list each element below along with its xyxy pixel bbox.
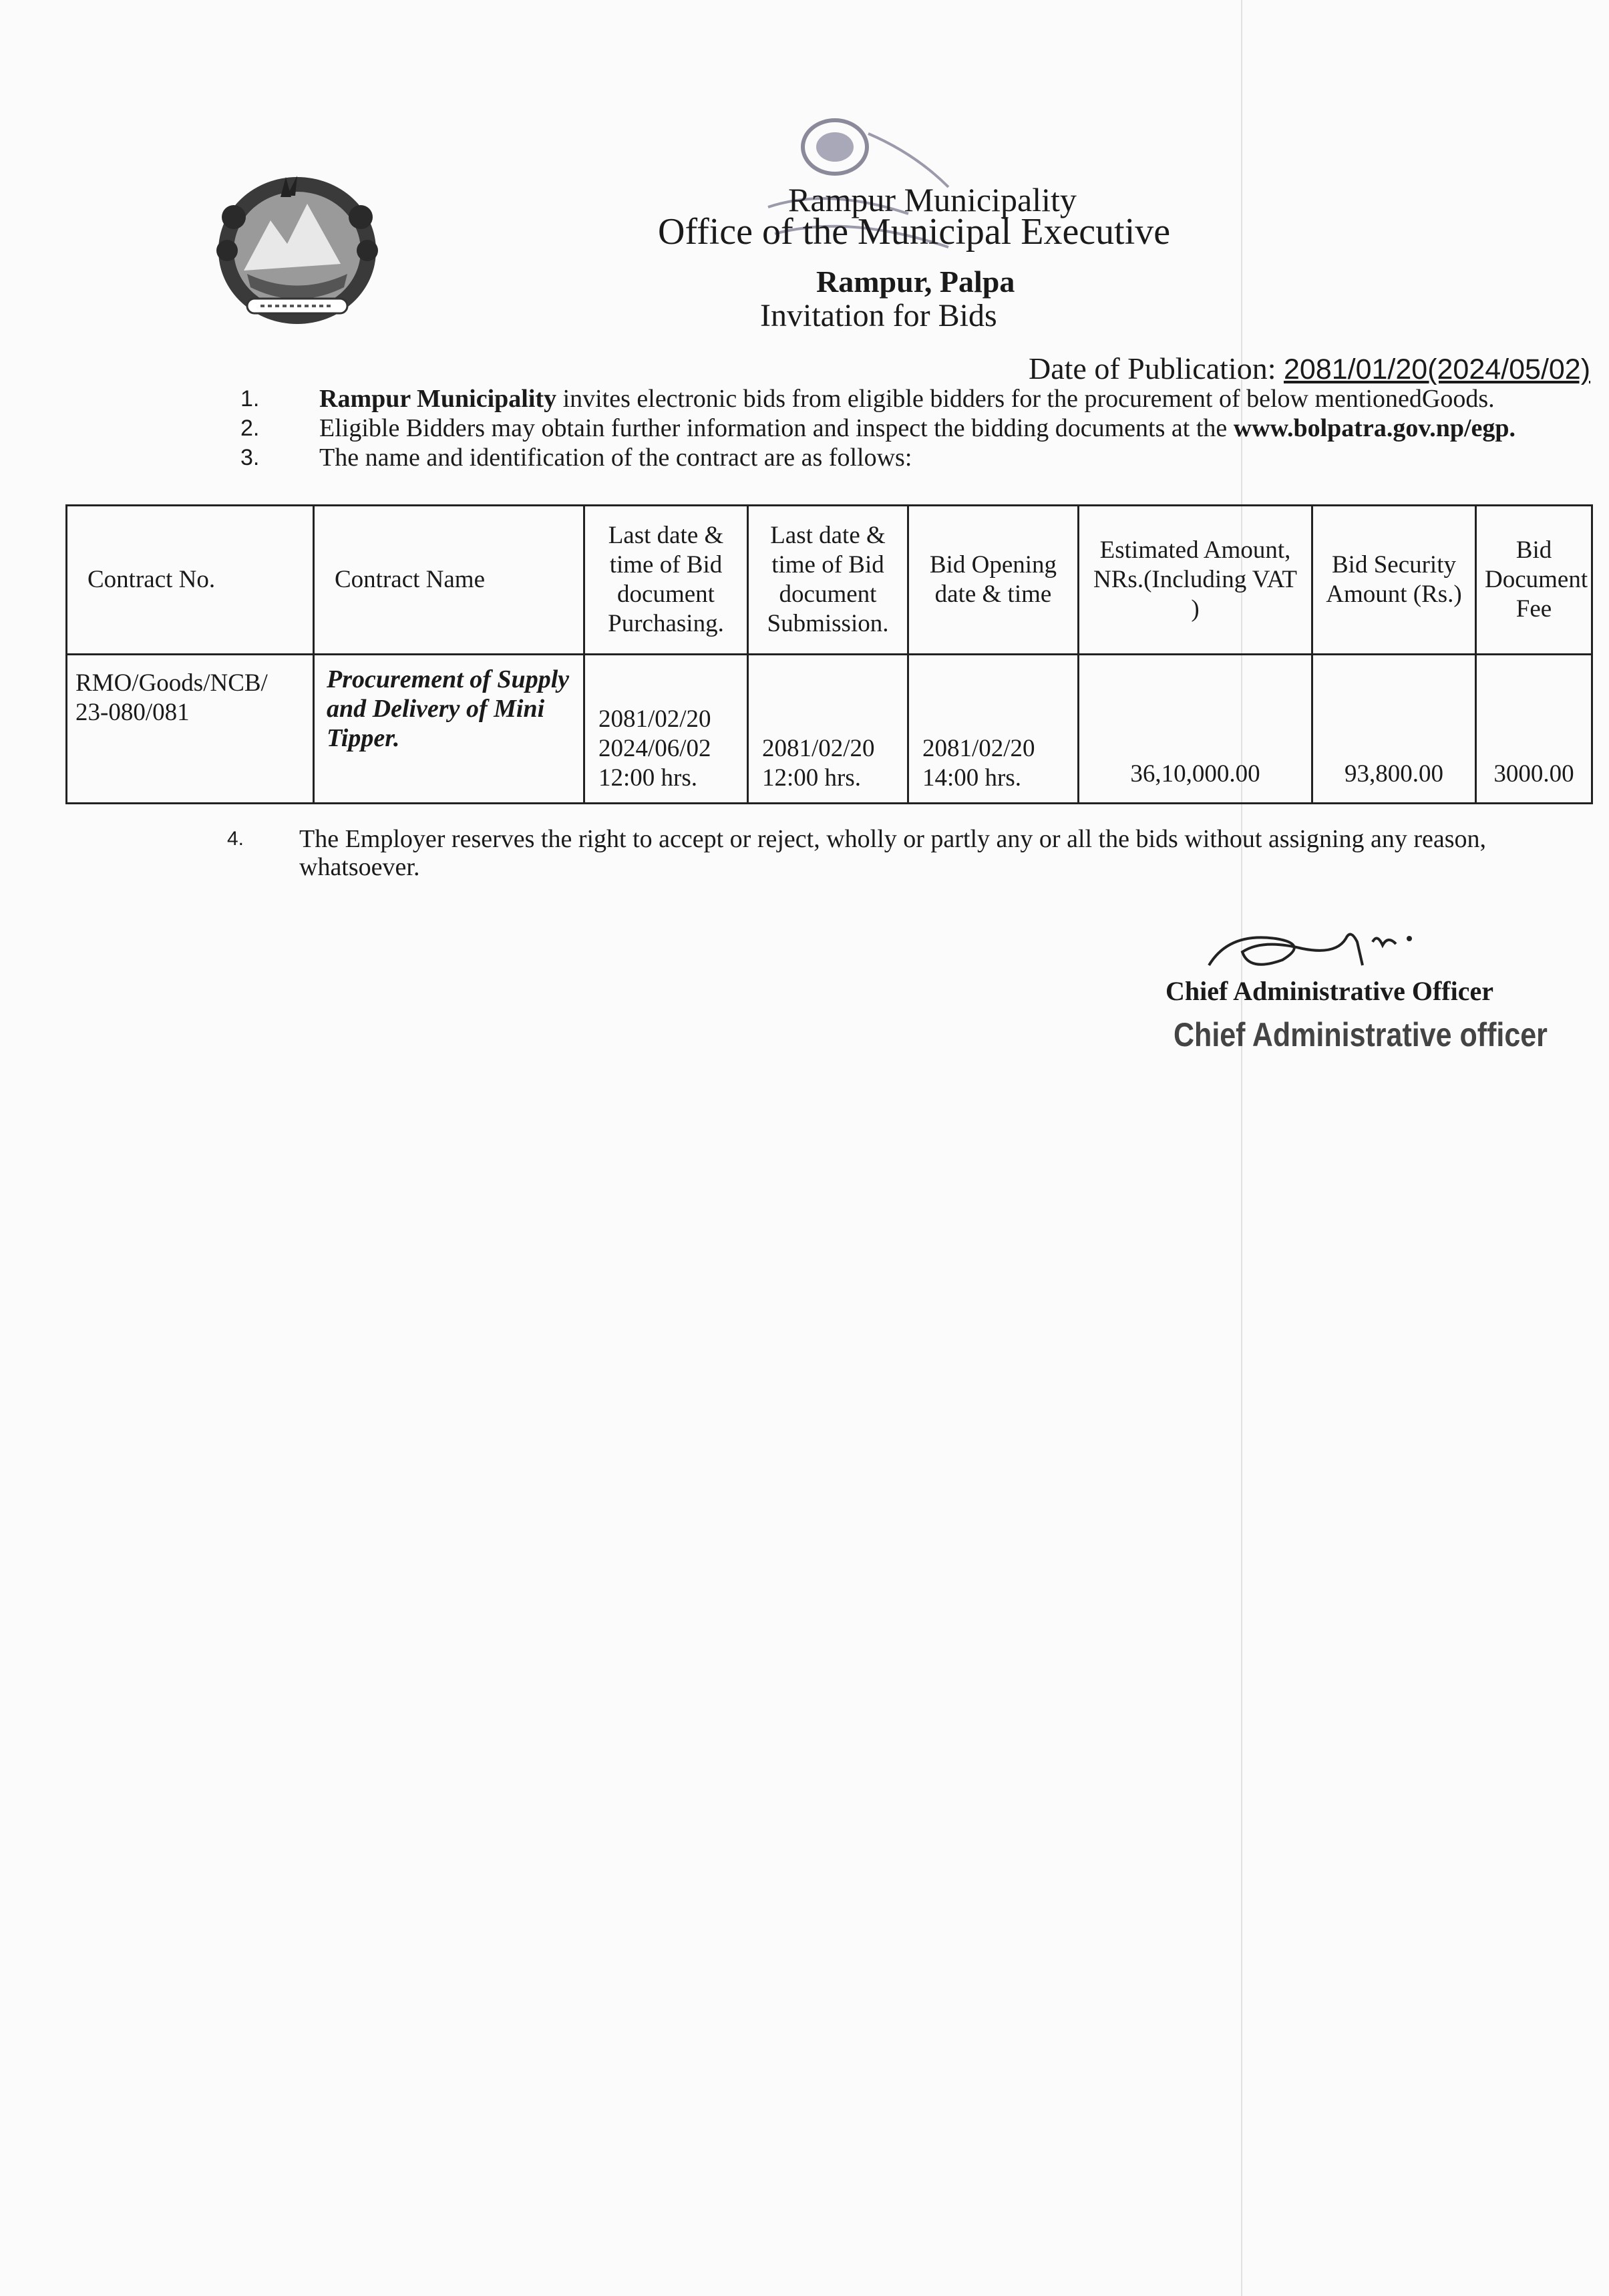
publication-label: Date of Publication: xyxy=(1029,351,1276,385)
office-name: Office of the Municipal Executive xyxy=(658,211,1171,253)
publication-date-line xyxy=(1029,351,1590,386)
list-item xyxy=(240,414,1576,443)
municipality-name: Rampur Municipality xyxy=(788,181,1077,218)
location: Rampur, Palpa xyxy=(816,265,1015,299)
table-row xyxy=(67,655,1592,804)
opening-time: 14:00 hrs. xyxy=(922,764,1021,792)
opening-date: 2081/02/20 xyxy=(922,735,1035,762)
cell-purchase-date xyxy=(584,655,748,804)
item-number: 3. xyxy=(240,445,260,470)
publication-date: 2081/01/20(2024/05/02) xyxy=(1283,353,1591,385)
col-bid-security: Bid Security Amount (Rs.) xyxy=(1312,506,1476,655)
page-title: Invitation for Bids xyxy=(760,298,997,333)
national-emblem-icon xyxy=(207,157,387,331)
contract-table xyxy=(65,504,1593,804)
col-contract-name: Contract Name xyxy=(314,506,584,655)
cell-estimated-amount: 36,10,000.00 xyxy=(1079,655,1312,804)
signatory-title: Chief Administrative Officer xyxy=(1166,976,1493,1006)
item-text: invites electronic bids from eligible bidders for the procurement of below mentionedGoods. xyxy=(556,385,1495,413)
purchase-time: 12:00 hrs. xyxy=(598,764,697,792)
cell-bid-security: 93,800.00 xyxy=(1312,655,1476,804)
item-number: 2. xyxy=(240,416,260,441)
item-text: Eligible Bidders may obtain further information and inspect the bidding documents at the xyxy=(319,414,1234,442)
purchase-date-ad: 2024/06/02 xyxy=(598,735,711,762)
col-estimated-amount: Estimated Amount, NRs.(Including VAT ) xyxy=(1079,506,1312,655)
submission-date: 2081/02/20 xyxy=(762,735,875,762)
cell-opening-date xyxy=(908,655,1079,804)
cell-contract-no: RMO/Goods/NCB/ 23-080/081 xyxy=(67,655,314,804)
item-number: 1. xyxy=(240,386,260,412)
item-lead: Rampur Municipality xyxy=(319,385,557,413)
handwritten-signature-icon xyxy=(1202,919,1443,979)
note-text: The Employer reserves the right to accept or reject, wholly or partly any or all the bids without assigning any reason, whatsoever. xyxy=(299,825,1487,881)
cell-document-fee: 3000.00 xyxy=(1476,655,1592,804)
col-contract-no: Contract No. xyxy=(67,506,314,655)
list-item xyxy=(240,384,1576,414)
col-purchase-date: Last date & time of Bid document Purchasing. xyxy=(584,506,748,655)
bolpatra-url[interactable]: www.bolpatra.gov.np/egp. xyxy=(1233,414,1516,442)
notice-items xyxy=(240,384,1576,472)
cell-submission-date xyxy=(748,655,908,804)
col-opening-date: Bid Opening date & time xyxy=(908,506,1079,655)
table-header-row xyxy=(67,506,1592,655)
submission-time: 12:00 hrs. xyxy=(762,764,861,792)
col-submission-date: Last date & time of Bid document Submission. xyxy=(748,506,908,655)
item-text: The name and identification of the contract are as follows: xyxy=(319,444,912,472)
cell-contract-name: Procurement of Supply and Delivery of Mini Tipper. xyxy=(314,655,584,804)
list-item xyxy=(240,443,1576,472)
item-number: 4. xyxy=(227,828,244,850)
col-document-fee: Bid Document Fee xyxy=(1476,506,1592,655)
signatory-stamp: Chief Administrative officer xyxy=(1174,1016,1548,1053)
purchase-date: 2081/02/20 xyxy=(598,705,711,733)
fold-line xyxy=(1241,0,1242,2296)
